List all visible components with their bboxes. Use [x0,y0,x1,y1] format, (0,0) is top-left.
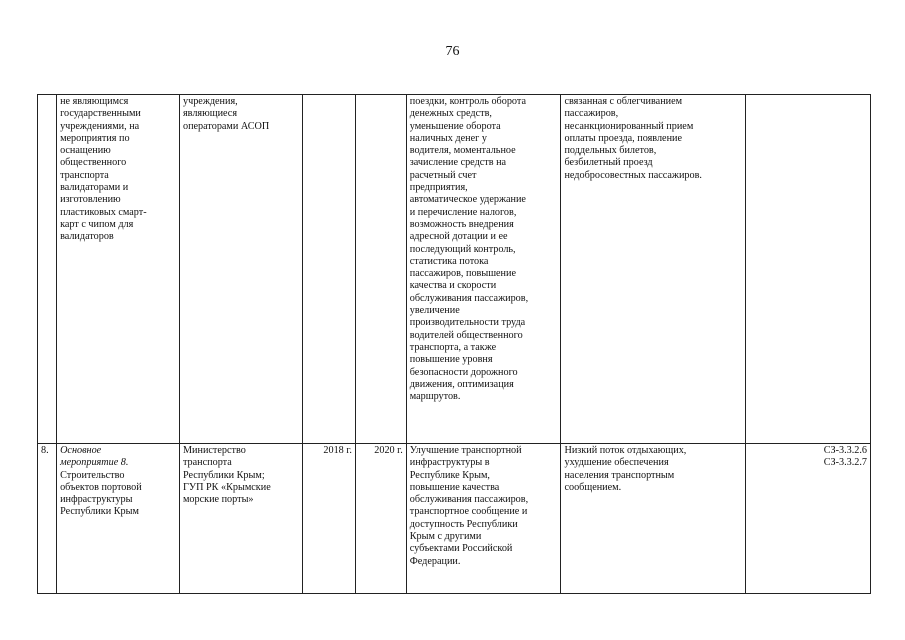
risk-cell: Низкий поток отдыхающих, ухудшение обеспечения населения транспортным сообщением. [561,444,745,594]
measure-cell: Основное мероприятие 8. Строительство объектов портовой инфраструктуры Республики Крым [57,444,180,594]
start-year-cell [302,95,355,444]
executor-cell: учреждения, являющиеся операторами АСОП [179,95,302,444]
end-year-cell: 2020 г. [355,444,406,594]
indicator-code-cell: СЗ-3.3.2.6 СЗ-3.3.2.7 [745,444,870,594]
page-number: 76 [445,44,460,59]
measures-table [37,94,871,594]
risk-cell: связанная с облегчиванием пассажиров, несанкционированный прием оплаты проезда, появление поддельных билетов, безбилетный проезд недобросовестных пассажиров. [561,95,745,444]
row-number-cell: 8. [38,444,57,594]
table-row-8 [38,444,871,594]
start-year-cell: 2018 г. [302,444,355,594]
result-cell: Улучшение транспортной инфраструктуры в Республике Крым, повышение качества обслуживания пассажиров, транспортное сообщение и доступность Республики Крым с другими субъектами Российской Федерации. [406,444,561,594]
result-cell: поездки, контроль оборота денежных средств, уменьшение оборота наличных денег у водителя, моментальное зачисление средств на расчетный счет предприятия, автоматическое удержание и перечисление налогов, возможность внедрения адресной дотации и ее последующий контроль, статистика потока пассажиров, повышение качества и скорости обслуживания пассажиров, увеличение производительности труда водителей общественного транспорта, а также повышение уровня безопасности дорожного движения, оптимизация маршрутов. [406,95,561,444]
table-row-continued [38,95,871,444]
indicator-code-cell [745,95,870,444]
end-year-cell [355,95,406,444]
row-number-cell [38,95,57,444]
executor-cell: Министерство транспорта Республики Крым; ГУП РК «Крымские морские порты» [179,444,302,594]
measure-cell: не являющимся государственными учреждениями, на мероприятия по оснащению общественного транспорта валидаторами и изготовлению пластиковых смарт- карт с чипом для валидаторов [57,95,180,444]
